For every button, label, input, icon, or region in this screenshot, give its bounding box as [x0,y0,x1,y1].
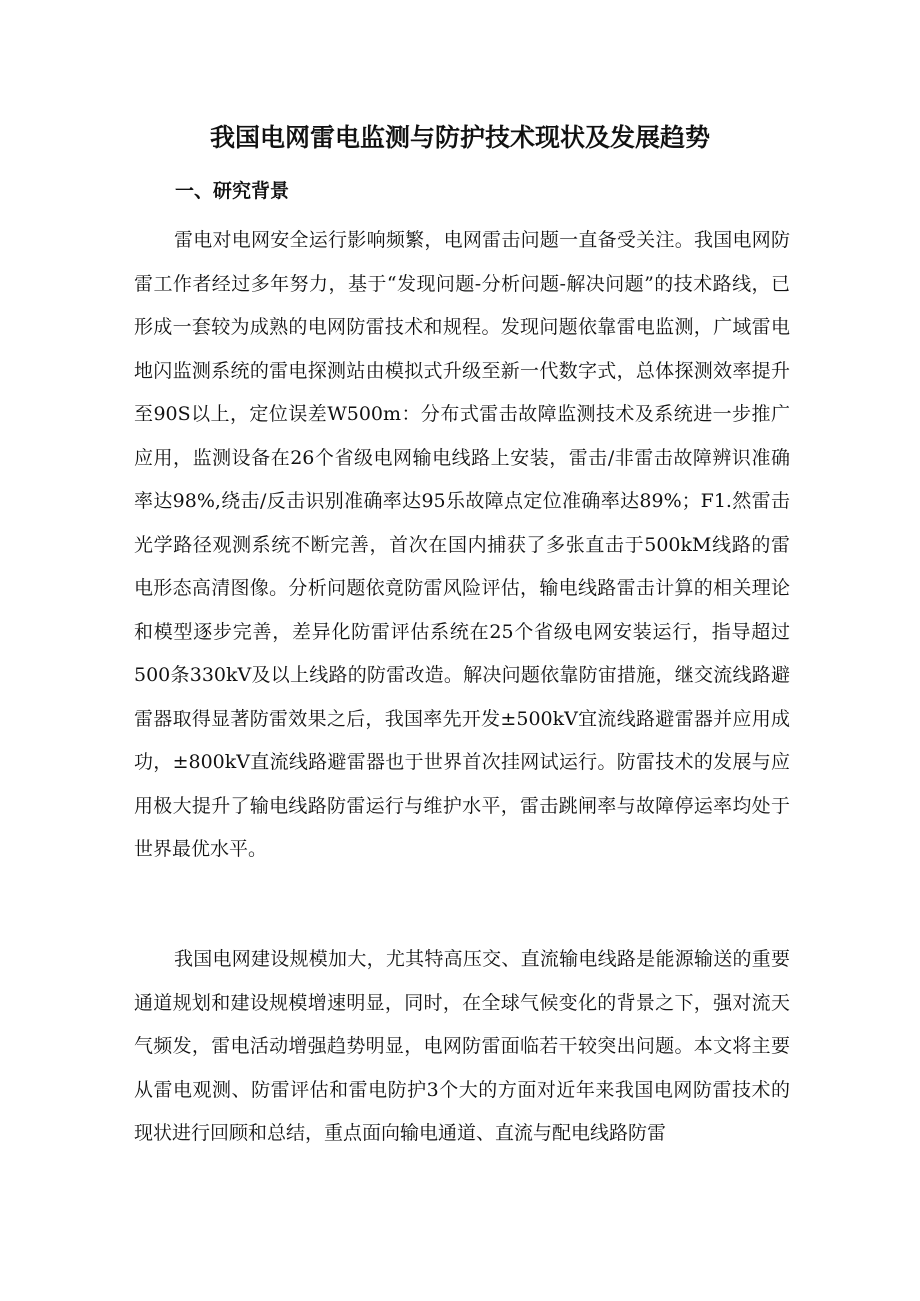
body-paragraph-1: 雷电对电网安全运行影响频繁，电网雷击问题一直备受关注。我国电网防雷工作者经过多年努力，基于“发现问题-分析问题-解决问题”的技术路线，已形成一套较为成熟的电网防雷技术和规程。发现问题依靠雷电监测，广域雷电地闪监测系统的雷电探测站由模拟式升级至新一代数字式，总体探测效率提升至90S以上，定位误差W500m：分布式雷击故障监测技术及系统进一步推广应用，监测设备在26个省级电网输电线路上安装，雷击/非雷击故障辨识准确率达98%,绕击/反击识别准确率达95乐故障点定位准确率达89%；F1.然雷击光学路径观测系统不断完善，首次在国内捕获了多张直击于500kM线路的雷电形态高清图像。分析问题依竟防雷风险评估，输电线路雷击计算的相关理论和模型逐步完善，差异化防雷评估系统在25个省级电网安装运行，指导超过500条330kV及以上线路的防雷改造。解决问题依靠防宙措施，继交流线路避雷器取得显著防雷效果之后，我国率先开发±500kV宜流线路避雷器并应用成功，±800kV直流线路避雷器也于世界首次挂网试运行。防雷技术的发展与应用极大提升了输电线路防雷运行与维护水平，雷击跳闸率与故障停运率均处于世界最优水平。 [134,229,790,860]
section-heading-research-background: 一、研究背景 [175,180,290,202]
body-paragraph-2: 我国电网建设规模加大，尤其特高压交、直流输电线路是能源输送的重要通道规划和建设规模增速明显，同时，在全球气候变化的背景之下，强对流天气频发，雷电活动增强趋势明显，电网防雷面临若干较突出问题。本文将主要从雷电观测、防雷评估和雷电防护3个大的方面对近年来我国电网防雷技术的现状进行回顾和总结，重点面向输电通道、直流与配电线路防雷 [134,948,790,1144]
document-title: 我国电网雷电监测与防护技术现状及发展趋势 [209,123,710,152]
